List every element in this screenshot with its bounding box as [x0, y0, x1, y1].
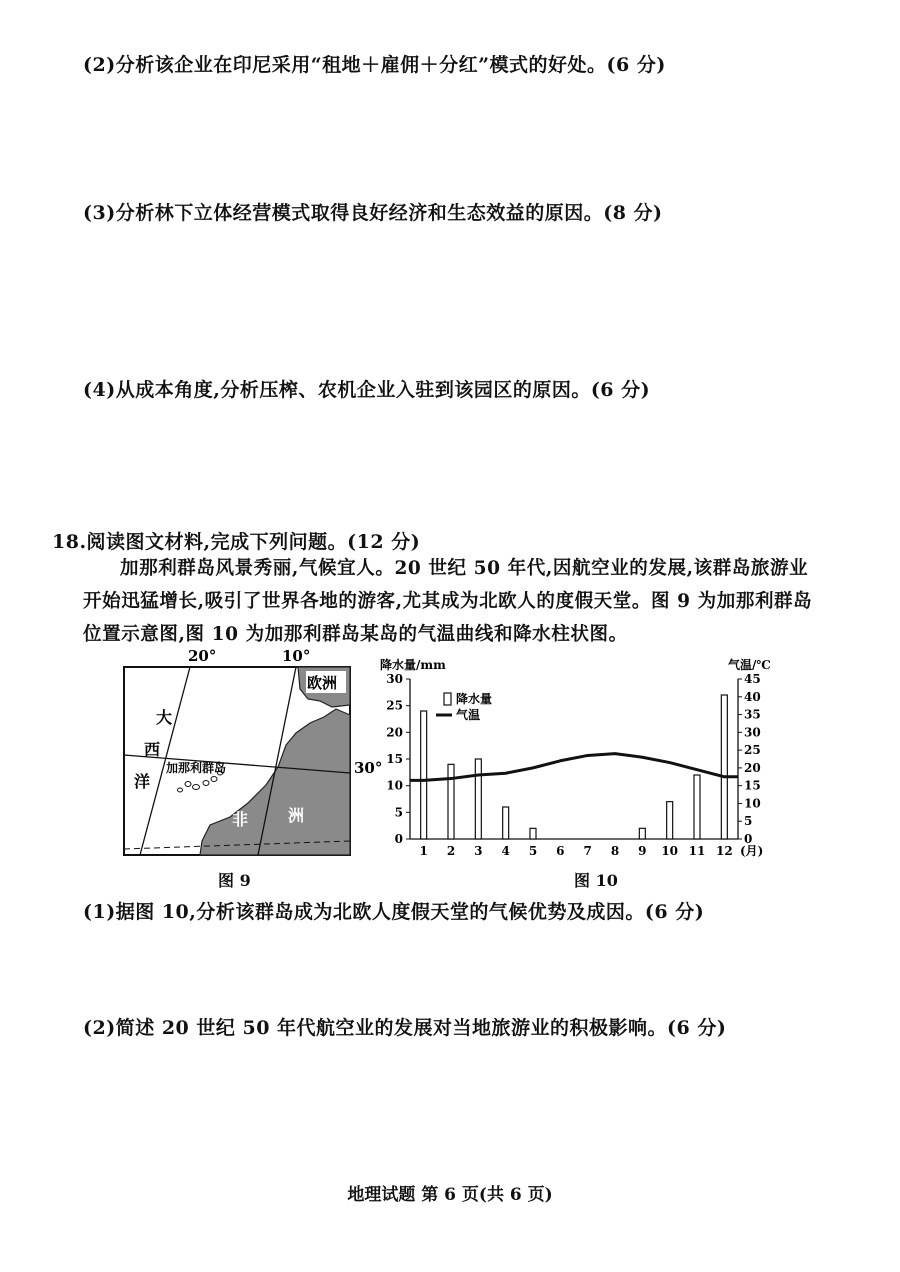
lon-20-label: 20°: [188, 647, 217, 665]
page-footer: 地理试题 第 6 页(共 6 页): [347, 1185, 553, 1205]
x-tick-label: 12: [715, 844, 733, 858]
question-2: (2)分析该企业在印尼采用“租地＋雇佣＋分红”模式的好处。(6 分): [83, 54, 666, 76]
q18-material-line-3: 位置示意图,图 10 为加那利群岛某岛的气温曲线和降水柱状图。: [83, 624, 628, 645]
question-18-2: (2)简述 20 世纪 50 年代航空业的发展对当地旅游业的积极影响。(6 分): [83, 1017, 727, 1039]
europe-label: 欧洲: [307, 674, 338, 692]
right-tick-label: 10: [744, 796, 761, 811]
right-tick-label: 45: [744, 672, 761, 686]
legend-precip-swatch: [444, 693, 451, 705]
lat-30-label: 30°: [354, 759, 383, 777]
x-tick-label: 4: [501, 844, 510, 858]
x-tick-label: 2: [446, 844, 456, 858]
islands-label: 加那利群岛: [166, 761, 227, 775]
precip-bar: [639, 828, 645, 839]
africa-label-1: 非: [232, 810, 249, 829]
x-tick-label: 10: [661, 844, 679, 858]
right-tick-label: 25: [744, 743, 761, 758]
q18-material-line-2: 开始迅猛增长,吸引了世界各地的游客,尤其成为北欧人的度假天堂。图 9 为加那利群岛: [83, 591, 813, 612]
q18-material-line-1: 加那利群岛风景秀丽,气候宜人。20 世纪 50 年代,因航空业的发展,该群岛旅游业: [120, 558, 809, 579]
left-tick-label: 15: [386, 752, 403, 766]
left-tick-label: 20: [386, 725, 403, 740]
x-tick-label: 9: [638, 844, 647, 858]
ocean-label-3: 洋: [134, 772, 151, 791]
ocean-label-2: 西: [144, 740, 161, 759]
lon-10-label: 10°: [282, 647, 311, 665]
left-tick-label: 0: [394, 832, 403, 846]
left-tick-label: 10: [386, 778, 403, 793]
precip-bar: [448, 764, 454, 839]
figure-9-map: [110, 645, 383, 865]
left-tick-label: 5: [394, 805, 403, 820]
month-unit-label: (月): [740, 844, 764, 858]
right-tick-label: 20: [744, 760, 761, 775]
right-axis-label: 气温/℃: [728, 658, 771, 672]
figure-10-caption: 图 10: [574, 871, 618, 890]
x-tick-label: 8: [610, 844, 620, 858]
x-tick-label: 5: [528, 844, 538, 858]
temperature-line: [410, 754, 738, 781]
precip-bar: [421, 711, 427, 839]
precip-bar: [667, 802, 673, 839]
question-3: (3)分析林下立体经营模式取得良好经济和生态效益的原因。(8 分): [83, 202, 663, 224]
right-tick-label: 30: [744, 725, 761, 740]
left-tick-label: 30: [386, 672, 403, 686]
africa-label-2: 洲: [288, 806, 305, 825]
x-tick-label: 11: [688, 844, 706, 858]
figure-9-caption: 图 9: [218, 871, 251, 890]
question-18-heading: 18.阅读图文材料,完成下列问题。(12 分): [52, 531, 421, 553]
question-4: (4)从成本角度,分析压榨、农机企业入驻到该园区的原因。(6 分): [83, 379, 651, 401]
question-18-1: (1)据图 10,分析该群岛成为北欧人度假天堂的气候优势及成因。(6 分): [83, 901, 705, 923]
x-tick-label: 1: [419, 844, 428, 858]
chart-ticks: [386, 672, 763, 858]
right-tick-label: 35: [744, 707, 761, 722]
right-tick-label: 5: [744, 814, 753, 829]
legend-temp-label: 气温: [456, 708, 481, 722]
precip-bar: [721, 695, 727, 839]
precip-bar: [475, 759, 481, 839]
right-tick-label: 40: [744, 689, 761, 704]
chart-line: [410, 754, 738, 781]
figure-10-chart: [372, 655, 772, 865]
precip-bar: [530, 828, 536, 839]
precip-bar: [694, 775, 700, 839]
precip-bar: [503, 807, 509, 839]
left-tick-label: 25: [386, 698, 403, 713]
x-tick-label: 3: [474, 844, 483, 858]
left-axis-label: 降水量/mm: [380, 658, 446, 672]
x-tick-label: 7: [583, 844, 592, 858]
ocean-label-1: 大: [156, 708, 173, 727]
x-tick-label: 6: [556, 844, 565, 858]
legend-precip-label: 降水量: [456, 692, 493, 706]
right-tick-label: 0: [744, 832, 753, 846]
right-tick-label: 15: [744, 778, 761, 793]
